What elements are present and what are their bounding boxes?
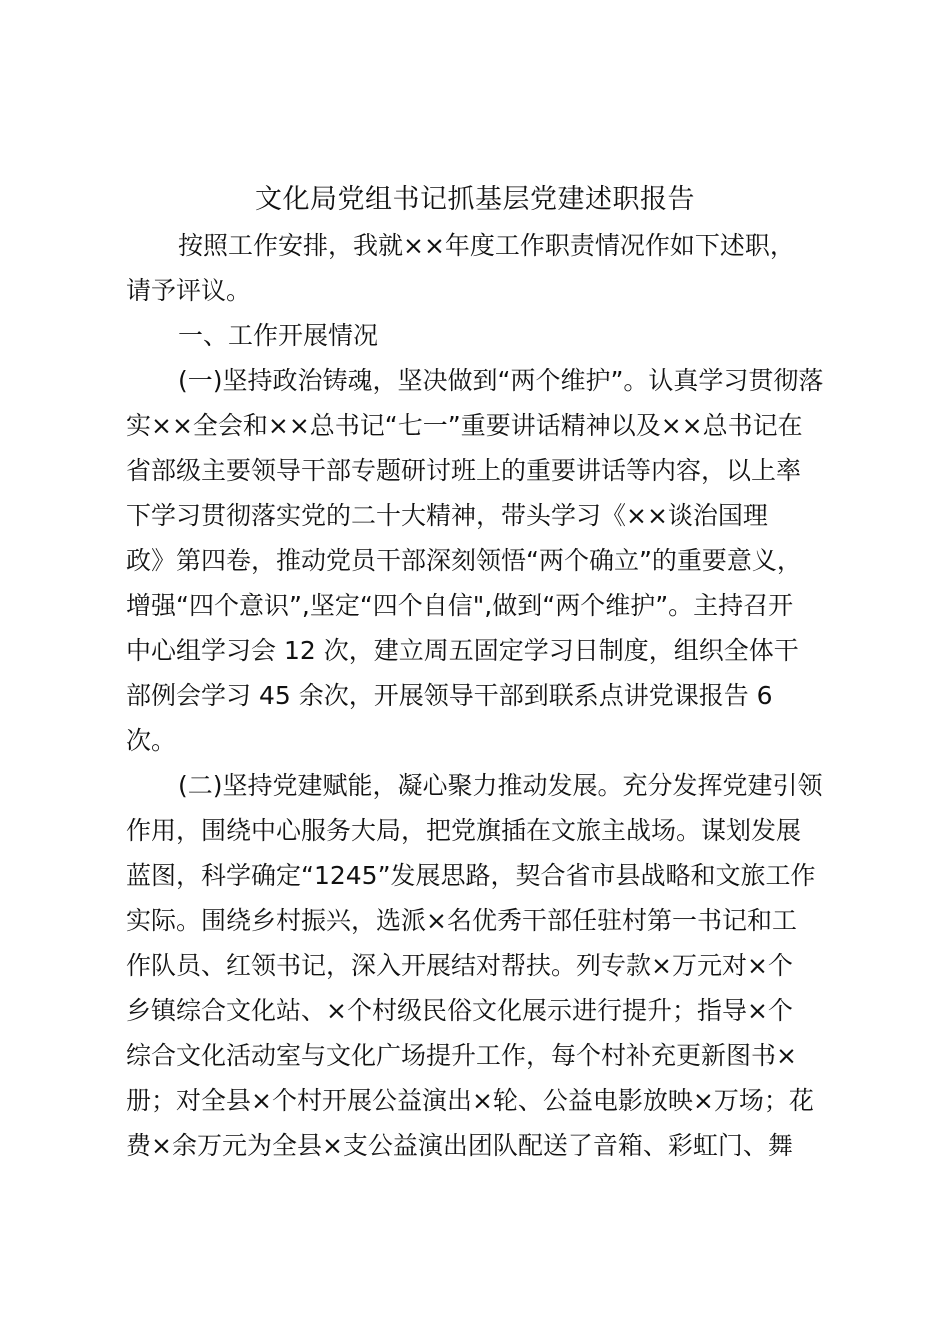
paragraph-line: 费×余万元为全县×支公益演出团队配送了音箱、彩虹门、舞 bbox=[126, 1131, 793, 1160]
paragraph-line: 次。 bbox=[126, 726, 177, 755]
paragraph-line: 请予评议。 bbox=[126, 276, 252, 305]
paragraph-line: (二)坚持党建赋能，凝心聚力推动发展。充分发挥党建引领 bbox=[178, 771, 823, 800]
paragraph-line: 增强“四个意识”,坚定“四个自信",做到“两个维护”。主持召开 bbox=[126, 591, 794, 620]
paragraph-line: 中心组学习会 12 次，建立周五固定学习日制度，组织全体干 bbox=[126, 636, 799, 665]
paragraph-line: 按照工作安排，我就××年度工作职责情况作如下述职， bbox=[178, 231, 795, 260]
paragraph-line: 作队员、红领书记，深入开展结对帮扶。列专款×万元对×个 bbox=[126, 951, 793, 980]
paragraph-line: 实××全会和××总书记“七一”重要讲话精神以及××总书记在 bbox=[126, 411, 803, 440]
paragraph-line: 部例会学习 45 余次，开展领导干部到联系点讲党课报告 6 bbox=[126, 681, 773, 710]
paragraph-line: 省部级主要领导干部专题研讨班上的重要讲话等内容，以上率 bbox=[126, 456, 802, 485]
paragraph-line: (一)坚持政治铸魂，坚决做到“两个维护”。认真学习贯彻落 bbox=[178, 366, 824, 395]
paragraph-line: 实际。围绕乡村振兴，选派×名优秀干部任驻村第一书记和工 bbox=[126, 906, 797, 935]
paragraph-line: 乡镇综合文化站、×个村级民俗文化展示进行提升；指导×个 bbox=[126, 996, 793, 1025]
document-title: 文化局党组书记抓基层党建述职报告 bbox=[255, 184, 695, 215]
section-heading: 一、工作开展情况 bbox=[178, 321, 379, 350]
paragraph-line: 政》第四卷，推动党员干部深刻领悟“两个确立”的重要意义， bbox=[126, 546, 802, 575]
paragraph-line: 作用，围绕中心服务大局，把党旗插在文旅主战场。谋划发展 bbox=[126, 816, 802, 845]
paragraph-line: 册；对全县×个村开展公益演出×轮、公益电影放映×万场；花 bbox=[126, 1086, 814, 1115]
paragraph-line: 综合文化活动室与文化广场提升工作，每个村补充更新图书× bbox=[126, 1041, 797, 1070]
paragraph-line: 下学习贯彻落实党的二十大精神，带头学习《××谈治国理 bbox=[126, 501, 768, 530]
paragraph-line: 蓝图，科学确定“1245”发展思路，契合省市县战略和文旅工作 bbox=[126, 861, 816, 890]
